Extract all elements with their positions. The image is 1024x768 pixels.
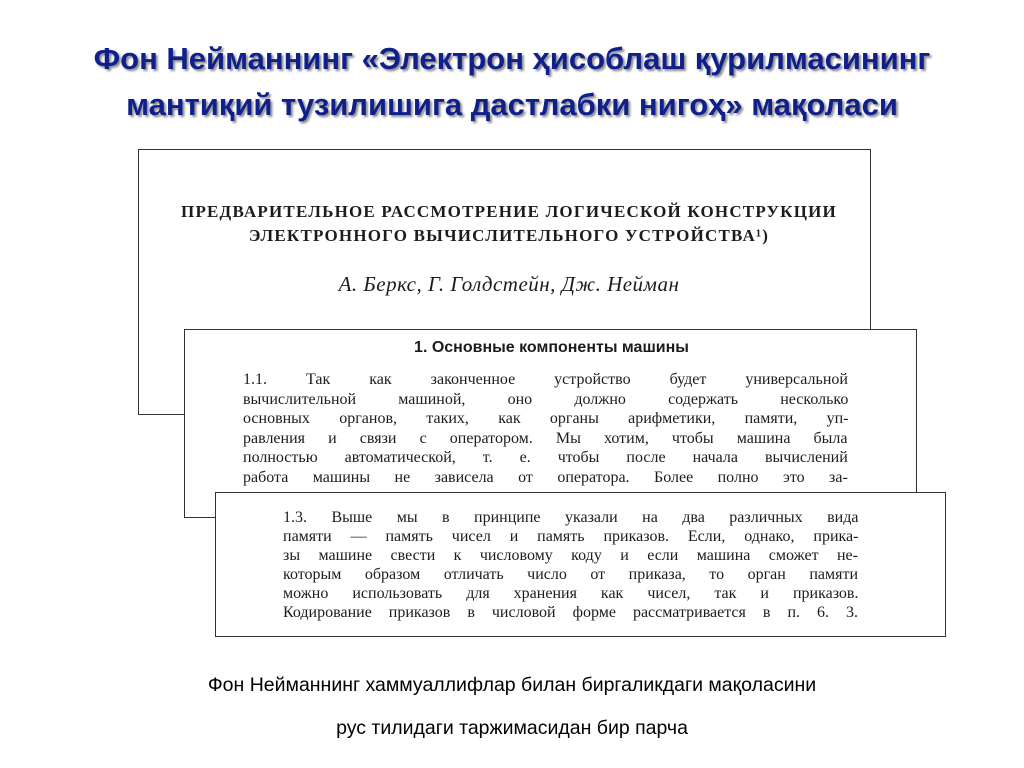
section-1-text: [243, 370, 848, 488]
section-heading: 1. Основные компоненты машины: [414, 339, 689, 356]
text-line: равления и связи с оператором. Мы хотим, чтобы машина была: [243, 429, 848, 447]
text-line: вычислительной машиной, оно должно содержать несколько: [243, 390, 849, 408]
text-line: памяти — память чисел и память приказов. Если, однако, прика-: [283, 528, 859, 545]
scan-section-1: [184, 329, 917, 518]
slide-title-line: мантиқий тузилишига дастлабки нигоҳ» мақоласи: [126, 87, 898, 122]
text-line: 1.3. Выше мы в принципе указали на два различных вида: [283, 509, 859, 526]
article-authors: А. Беркс, Г. Голдстейн, Дж. Нейман: [338, 272, 680, 296]
text-line: полностью автоматической, т. е. чтобы после начала вычислений: [243, 449, 848, 467]
slide-caption-line: Фон Нейманнинг хаммуаллифлар билан биргаликдаги мақоласини: [207, 674, 817, 696]
text-line: которым образом отличать число от приказа, то орган памяти: [283, 566, 859, 583]
article-title: [169, 200, 849, 248]
article-title-line: ЭЛЕКТРОННОГО ВЫЧИСЛИТЕЛЬНОГО УСТРОЙСТВА¹): [248, 226, 770, 245]
text-line: можно использовать для хранения как чисел, так и приказов.: [283, 585, 859, 602]
scan-section-1-3: [215, 492, 946, 637]
text-line: основных органов, таких, как органы арифметики, памяти, уп-: [243, 410, 849, 428]
section-1-3-text: [283, 508, 858, 622]
slide-title-line: Фон Нейманнинг «Электрон ҳисоблаш қурилмасининг: [93, 41, 931, 76]
text-line: работа машины не зависела от оператора. Более полно это за-: [243, 468, 848, 486]
text-line: зы машине свести к числовому коду и если машина сможет не-: [283, 547, 858, 564]
slide-caption-line: рус тилидаги таржимасидан бир парча: [336, 717, 688, 739]
text-line: 1.1. Так как законченное устройство будет универсальной: [243, 371, 848, 388]
text-line: Кодирование приказов в числовой форме рассматривается в п. 6. 3.: [283, 604, 859, 621]
slide-title: [20, 36, 1004, 128]
article-title-line: ПРЕДВАРИТЕЛЬНОЕ РАССМОТРЕНИЕ ЛОГИЧЕСКОЙ КОНСТРУКЦИИ: [181, 202, 837, 221]
